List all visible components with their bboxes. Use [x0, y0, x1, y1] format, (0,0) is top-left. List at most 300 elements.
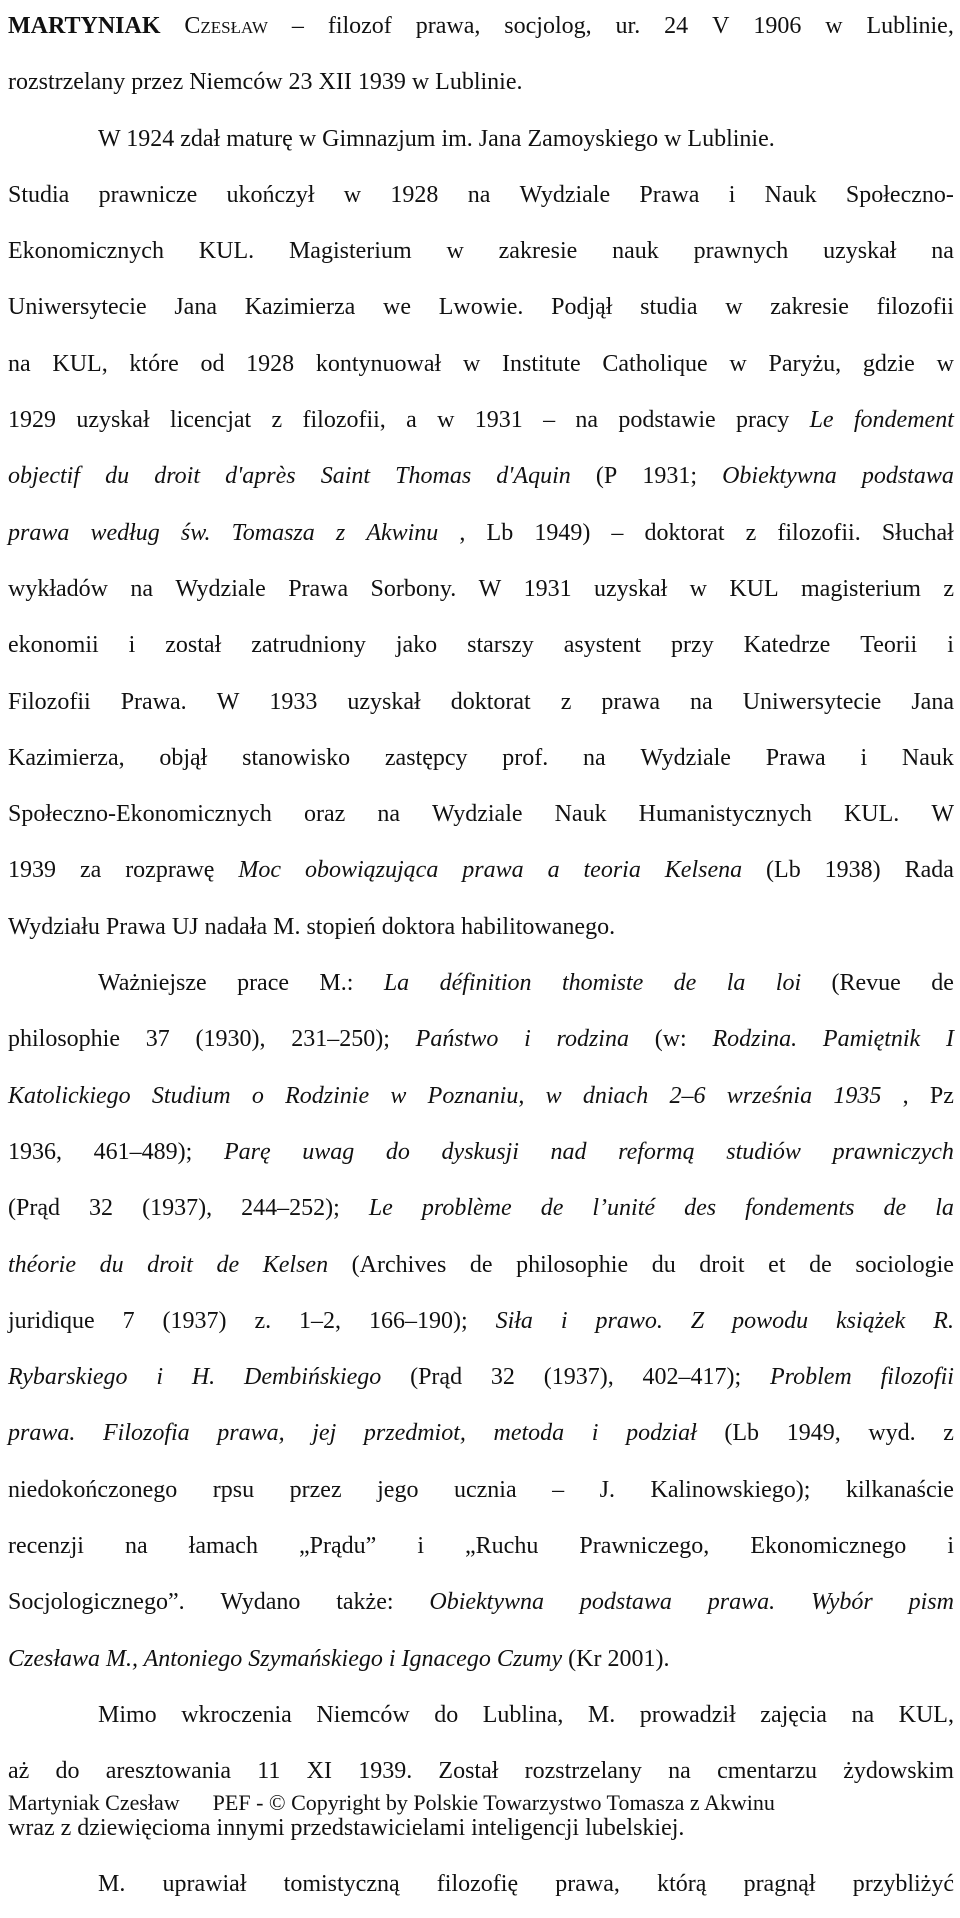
word: 11: [257, 1758, 281, 1785]
word: i: [860, 744, 868, 771]
word: na: [130, 575, 153, 602]
word: KUL: [729, 575, 779, 602]
word: podstawie: [618, 407, 716, 434]
word: w: [462, 350, 481, 377]
word: Studium: [151, 1082, 231, 1109]
word: prawnych: [693, 238, 789, 265]
text-run: Wydziału Prawa UJ nadała M. stopień doktora habilitowanego.: [8, 913, 616, 940]
text-run: (Kr 2001).: [562, 1645, 670, 1672]
word: filozof: [327, 13, 392, 39]
word: Problem: [769, 1364, 852, 1391]
word: przybliżyć: [852, 1870, 954, 1897]
word: a: [547, 857, 560, 884]
word: (1937): [162, 1307, 227, 1334]
page-footer: [8, 1790, 775, 1816]
text-line: [8, 1074, 954, 1130]
word: (1937),: [142, 1195, 213, 1222]
word: droit: [699, 1251, 745, 1278]
word: Catholique: [602, 350, 708, 377]
word: Podjął: [551, 294, 613, 321]
word: oraz: [303, 801, 346, 828]
word: książek: [836, 1307, 906, 1334]
word: doktorat: [644, 519, 725, 546]
word: socjolog,: [504, 13, 592, 39]
word: (Prąd: [410, 1364, 463, 1391]
word: uzyskał: [823, 238, 897, 265]
word: prawa: [601, 688, 661, 715]
word: cmentarzu: [717, 1758, 817, 1785]
word: Rada: [904, 857, 954, 884]
word: I: [945, 1026, 954, 1053]
text-line: [8, 623, 954, 679]
word: l’unité: [592, 1195, 656, 1222]
word: w: [446, 238, 464, 265]
word: zakresie: [498, 238, 578, 265]
word: wyd.: [868, 1420, 916, 1447]
word: metoda: [493, 1420, 565, 1447]
text-line: [8, 1693, 954, 1749]
text-line: [8, 1411, 954, 1467]
word: KUL.: [198, 238, 255, 265]
word: prace: [237, 970, 290, 997]
word: aresztowania: [105, 1758, 232, 1785]
word: obowiązująca: [305, 857, 439, 884]
word: filozofii: [876, 294, 954, 321]
word: i: [728, 181, 736, 208]
text-line: [8, 1130, 954, 1186]
word: 24: [664, 13, 689, 39]
word: na: [377, 801, 400, 828]
word: w: [936, 350, 954, 377]
word: –: [291, 13, 304, 39]
word: wykładów: [8, 575, 108, 602]
word: zastępcy: [384, 744, 468, 771]
text-run: rozstrzelany przez Niemców 23 XII 1939 w Lublinie.: [8, 69, 523, 96]
word: fondement: [853, 407, 954, 434]
word: Wydziale: [432, 801, 523, 828]
word: o: [251, 1082, 264, 1109]
word: z: [271, 407, 283, 434]
word: Siła: [495, 1307, 533, 1334]
word: Nauk: [554, 801, 607, 828]
word: philosophie: [8, 1026, 120, 1053]
word: Społeczno-Ekonomicznych: [8, 801, 272, 828]
word: św.: [180, 519, 211, 546]
word: do: [385, 1138, 410, 1165]
text-line: [8, 1243, 954, 1299]
word: Prawa: [639, 181, 700, 208]
word: la: [935, 1195, 954, 1222]
word: Kazimierza,: [8, 744, 125, 771]
word: prawo.: [595, 1307, 663, 1334]
word: Lwowie.: [438, 294, 524, 321]
text-line: [8, 1862, 954, 1918]
document-page: [8, 0, 954, 1897]
word: philosophie: [516, 1251, 629, 1278]
word: wkroczenia: [181, 1701, 292, 1728]
word: studiów: [726, 1138, 801, 1165]
word: 166–190);: [368, 1307, 468, 1334]
word: na: [690, 688, 713, 715]
word: rozprawę: [125, 857, 215, 884]
word: 1935: [833, 1082, 882, 1109]
word: la: [726, 970, 746, 997]
word: i: [128, 632, 136, 659]
word: prof.: [502, 744, 549, 771]
word: prowadził: [639, 1701, 736, 1728]
word: Kazimierza: [244, 294, 356, 321]
word: uzyskał: [347, 688, 421, 715]
word: w: [689, 575, 707, 602]
word: ucznia: [453, 1476, 517, 1503]
word: Czesław: [184, 13, 268, 39]
word: prawa,: [217, 1420, 285, 1447]
word: Prawniczego,: [579, 1533, 710, 1560]
text-run: Czesława M., Antoniego Szymańskiego i Ignacego Czumy: [8, 1645, 563, 1672]
word: Tomasza: [231, 519, 315, 546]
word: Społeczno-: [845, 181, 954, 208]
word: 1928: [390, 181, 439, 208]
word: do: [55, 1758, 80, 1785]
text-line: [8, 1637, 954, 1693]
word: Studia: [8, 181, 70, 208]
word: w: [545, 1082, 562, 1109]
word: za: [79, 857, 102, 884]
word: thomiste: [561, 970, 644, 997]
word: droit: [147, 1251, 193, 1278]
word: H.: [191, 1364, 216, 1391]
word: którą: [657, 1870, 707, 1897]
text-line: [8, 60, 954, 116]
word: 1929: [8, 407, 56, 434]
word: Saint: [320, 463, 371, 490]
word: jako: [395, 632, 438, 659]
word: Słuchał: [881, 519, 954, 546]
text-line: [8, 736, 954, 792]
word: 461–489);: [93, 1138, 193, 1165]
word: R.: [933, 1307, 954, 1334]
word: uprawiał: [162, 1870, 247, 1897]
word: aż: [8, 1758, 30, 1785]
word: Wybór: [810, 1589, 873, 1616]
word: objectif: [8, 463, 80, 490]
word: de: [883, 1195, 907, 1222]
word: i: [947, 632, 954, 659]
word: zajęcia: [760, 1701, 827, 1728]
word: du: [105, 463, 130, 490]
word: W: [931, 801, 954, 828]
word: Teorii: [860, 632, 918, 659]
word: 1936,: [8, 1138, 62, 1165]
word: KUL.: [843, 801, 900, 828]
word: 32: [89, 1195, 114, 1222]
word: 1939: [8, 857, 56, 884]
word: M.:: [319, 970, 354, 997]
word: łamach: [188, 1533, 258, 1560]
word: Pz: [929, 1082, 954, 1109]
word: –: [543, 407, 556, 434]
word: d'Aquin: [496, 463, 571, 490]
word: sociologie: [855, 1251, 954, 1278]
word: de: [809, 1251, 832, 1278]
word: Ekonomicznych: [8, 238, 164, 265]
text-line: [8, 905, 954, 961]
word: Lb: [486, 519, 514, 546]
word: Dembińskiego: [243, 1364, 382, 1391]
word: Mimo: [98, 1701, 157, 1728]
text-run: wraz z dziewięcioma innymi przedstawicielami inteligencji lubelskiej.: [8, 1814, 685, 1841]
word: Jana: [911, 688, 954, 715]
word: studia: [640, 294, 698, 321]
word: z: [560, 688, 572, 715]
word: 244–252);: [241, 1195, 340, 1222]
word: Institute: [502, 350, 581, 377]
word: prawnicze: [98, 181, 198, 208]
word: Humanistycznych: [638, 801, 812, 828]
word: 231–250);: [291, 1026, 390, 1053]
word: zakresie: [770, 294, 849, 321]
word: do: [434, 1701, 459, 1728]
word: i: [417, 1533, 424, 1560]
word: 2–6: [669, 1082, 706, 1109]
word: gdzie: [862, 350, 915, 377]
word: w: [437, 407, 455, 434]
word: droit: [154, 463, 200, 490]
word: Rodzinie: [285, 1082, 370, 1109]
word: kontynuował: [315, 350, 442, 377]
word: Filozofii: [8, 688, 91, 715]
footer-copyright: PEF - © Copyright by Polskie Towarzystwo Tomasza z Akwinu: [212, 1790, 775, 1815]
word: La: [383, 970, 410, 997]
word: définition: [439, 970, 532, 997]
word: w: [343, 181, 362, 208]
word: prawa.: [8, 1420, 76, 1447]
word: (Lb: [724, 1420, 760, 1447]
word: i: [947, 1533, 954, 1560]
word: Poznaniu,: [427, 1082, 525, 1109]
text-line: [8, 1186, 954, 1242]
word: (1937),: [543, 1364, 614, 1391]
word: Rodzina.: [712, 1026, 798, 1053]
word: 1–2,: [299, 1307, 342, 1334]
word: 1906: [753, 13, 802, 39]
word: Uniwersytecie: [742, 688, 882, 715]
word: niedokończonego: [8, 1476, 178, 1503]
word: 32: [490, 1364, 515, 1391]
word: Filozofia: [102, 1420, 190, 1447]
word: „Ruchu: [465, 1533, 539, 1560]
word: Kalinowskiego);: [650, 1476, 811, 1503]
text-line: [8, 229, 954, 285]
word: na: [575, 407, 599, 434]
word: reformą: [618, 1138, 695, 1165]
word: M.: [98, 1870, 126, 1897]
word: Pamiętnik: [822, 1026, 921, 1053]
word: licencjat: [169, 407, 252, 434]
word: M.: [587, 1701, 616, 1728]
word: juridique: [8, 1307, 95, 1334]
word: 1931;: [642, 463, 697, 490]
word: jej: [312, 1420, 337, 1447]
word: a: [406, 407, 417, 434]
word: Katolickiego: [8, 1082, 131, 1109]
word: (Archives: [351, 1251, 447, 1278]
word: doktorat: [450, 688, 531, 715]
word: Magisterium: [288, 238, 412, 265]
word: Jana: [174, 294, 217, 321]
word: W: [216, 688, 240, 715]
word: ur.: [615, 13, 641, 39]
word: teoria: [583, 857, 641, 884]
word: Lublina,: [482, 1701, 564, 1728]
word: de: [540, 1195, 564, 1222]
word: prawa: [8, 519, 70, 546]
word: 1949,: [786, 1420, 841, 1447]
word: théorie: [8, 1251, 76, 1278]
word: Obiektywna: [722, 463, 837, 490]
word: MARTYNIAK: [8, 13, 161, 39]
word: pism: [908, 1589, 954, 1616]
word: dyskusji: [441, 1138, 519, 1165]
word: i: [560, 1307, 568, 1334]
word: KUL,: [52, 350, 108, 377]
word: Ekonomicznego: [750, 1533, 907, 1560]
word: prawniczych: [832, 1138, 954, 1165]
word: filozofii: [880, 1364, 954, 1391]
word: (w:: [654, 1026, 687, 1053]
word: przy: [671, 632, 714, 659]
text-line: [8, 567, 954, 623]
word: 1949): [534, 519, 591, 546]
word: de: [216, 1251, 240, 1278]
word: Katedrze: [743, 632, 831, 659]
word: Państwo: [415, 1026, 499, 1053]
word: na: [467, 181, 491, 208]
article-body: [8, 4, 954, 1918]
word: z: [335, 519, 346, 546]
word: Rybarskiego: [8, 1364, 128, 1391]
word: na: [583, 744, 606, 771]
word: V: [712, 13, 730, 39]
text-line: [8, 398, 954, 454]
word: podstawa: [861, 463, 954, 490]
word: kilkanaście: [845, 1476, 954, 1503]
word: Thomas: [395, 463, 472, 490]
word: powodu: [732, 1307, 809, 1334]
word: Wydziale: [640, 744, 731, 771]
word: Ważniejsze: [98, 970, 207, 997]
word: jego: [377, 1476, 419, 1503]
word: nad: [550, 1138, 587, 1165]
word: et: [768, 1251, 786, 1278]
text-line: [8, 1580, 954, 1636]
word: 402–417);: [642, 1364, 742, 1391]
word: podział: [626, 1420, 697, 1447]
word: 1939.: [358, 1758, 413, 1785]
word: z: [943, 1420, 954, 1447]
word: Prawa.: [120, 688, 187, 715]
word: przez: [289, 1476, 342, 1503]
word: w: [825, 13, 843, 39]
word: prawa: [462, 857, 524, 884]
word: pracy: [735, 407, 790, 434]
word: Kelsena: [664, 857, 743, 884]
word: z: [943, 575, 954, 602]
word: Le: [809, 407, 834, 434]
word: prawa,: [555, 1870, 620, 1897]
footer-entry-name: Martyniak Czesław: [8, 1790, 180, 1815]
word: 1928: [246, 350, 295, 377]
text-line: [8, 1299, 954, 1355]
word: de: [673, 970, 697, 997]
word: według: [90, 519, 160, 546]
word: objął: [159, 744, 208, 771]
word: żydowskim: [843, 1758, 954, 1785]
word: prawa.: [707, 1589, 776, 1616]
word: Został: [438, 1758, 499, 1785]
text-line: [8, 285, 954, 341]
text-line: [8, 4, 954, 60]
text-line: [8, 173, 954, 229]
word: pragnął: [743, 1870, 816, 1897]
word: zatrudniony: [251, 632, 366, 659]
word: ,: [459, 519, 466, 546]
word: na: [931, 238, 954, 265]
word: KUL,: [898, 1701, 954, 1728]
word: podstawa: [579, 1589, 672, 1616]
word: ekonomii: [8, 632, 99, 659]
word: uwag: [302, 1138, 355, 1165]
word: Kelsen: [262, 1251, 329, 1278]
word: 1931: [523, 575, 572, 602]
word: stanowisko: [242, 744, 351, 771]
word: starszy: [467, 632, 534, 659]
word: prawa,: [415, 13, 481, 39]
word: ukończył: [226, 181, 315, 208]
footer-gap: [180, 1790, 213, 1815]
word: uzyskał: [76, 407, 150, 434]
word: Wydano: [220, 1589, 301, 1616]
word: na: [124, 1533, 148, 1560]
word: w: [390, 1082, 407, 1109]
word: Akwinu: [366, 519, 439, 546]
text-line: [8, 1468, 954, 1524]
text-line: [8, 342, 954, 398]
text-line: [8, 511, 954, 567]
word: tomistyczną: [283, 1870, 400, 1897]
word: Prawa: [765, 744, 826, 771]
word: od: [200, 350, 225, 377]
word: w: [725, 294, 743, 321]
word: filozofii.: [777, 519, 861, 546]
word: Parę: [223, 1138, 271, 1165]
word: Z: [690, 1307, 705, 1334]
text-line: [8, 454, 954, 510]
word: 1931: [474, 407, 523, 434]
text-line: [8, 117, 954, 173]
word: na: [668, 1758, 691, 1785]
text-line: [8, 1524, 954, 1580]
word: J.: [599, 1476, 615, 1503]
word: Nauk: [764, 181, 817, 208]
word: recenzji: [8, 1533, 84, 1560]
word: (Lb: [766, 857, 801, 884]
text-line: [8, 1355, 954, 1411]
word: W: [478, 575, 502, 602]
word: loi: [775, 970, 802, 997]
word: Wydziale: [175, 575, 266, 602]
word: z: [745, 519, 757, 546]
